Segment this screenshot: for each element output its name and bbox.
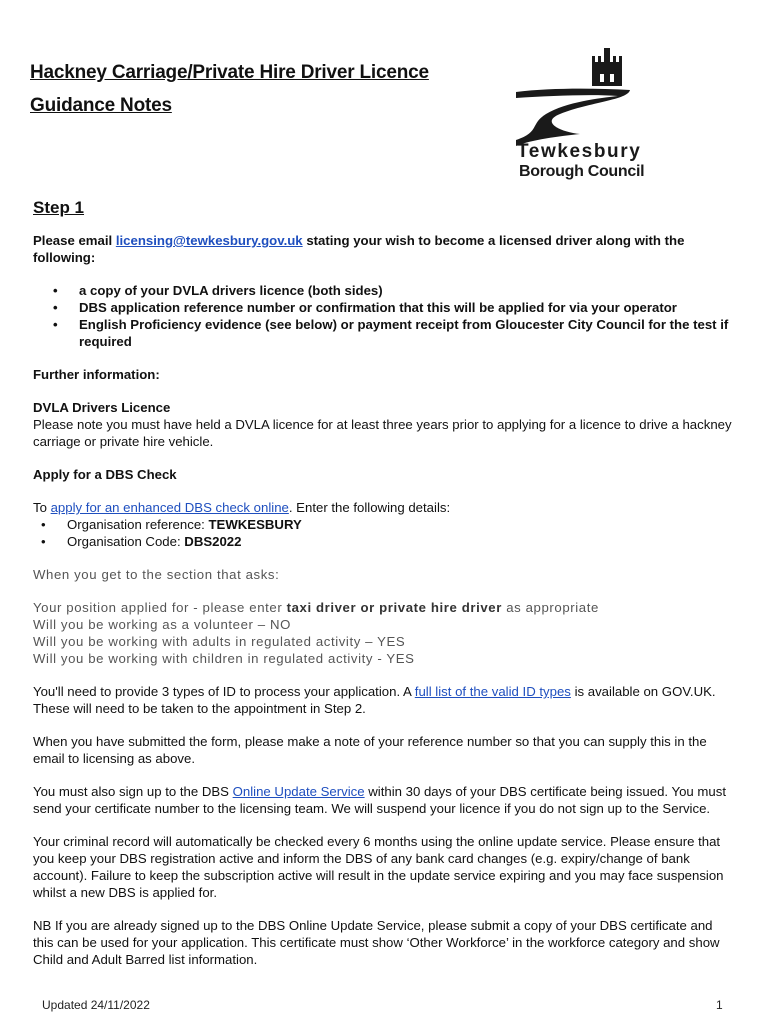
updated-date: Updated 24/11/2022 [42,998,150,1012]
position-prefix: Your position applied for - please enter [33,600,287,615]
list-item [33,282,733,299]
org-code-value: DBS2022 [184,534,242,549]
list-item-text: DBS application reference number or confirmation that this will be applied for via your operator [79,300,677,315]
position-line [33,599,733,616]
intro-suffix: stating your wish to become a licensed driver along with the following: [33,233,685,265]
list-item [33,533,733,550]
criminal-record-paragraph: Your criminal record will automatically be checked every 6 months using the online update service. Please ensure that you keep your DBS registration active and inform the DBS of any bank card changes (e.g. expiry/change of bank account). Failure to keep the subscription active will result in the update service expiring and you may face suspension whilst a new DBS is applied for. [33,834,724,900]
volunteer-line: Will you be working as a volunteer – NO [33,617,291,632]
bullet-icon: • [53,300,58,315]
list-item [33,516,733,533]
signup-suffix: within 30 days of your DBS certificate being issued. You must send your certificate number to the licensing team. We will suspend your licence if you do not sign up to the Service. [33,784,726,816]
licensing-email-link[interactable]: licensing@tewkesbury.gov.uk [115,233,303,248]
bullet-icon: • [53,283,58,298]
requirements-list [33,282,733,350]
signup-paragraph [33,783,733,817]
list-item [33,299,733,316]
list-item-text: English Proficiency evidence (see below) or payment receipt from Gloucester City Council for the test if required [79,317,729,349]
dbs-heading: Apply for a DBS Check [33,467,177,482]
dbs-check-link[interactable]: apply for an enhanced DBS check online [50,500,289,515]
title-line-1: Hackney Carriage/Private Hire Driver Licence [30,62,429,83]
dbs-paragraph [33,499,733,516]
id-suffix: is available on GOV.UK. These will need to be taken to the appointment in Step 2. [33,684,716,716]
id-prefix: You'll need to provide 3 types of ID to process your application. A [33,684,415,699]
submitted-paragraph: When you have submitted the form, please make a note of your reference number so that you can supply this in the email to licensing as above. [33,734,707,766]
bullet-icon: • [41,517,46,532]
intro-prefix: Please email [33,233,116,248]
dbs-prefix: To [33,500,51,515]
document-body [33,196,733,968]
dvla-heading: DVLA Drivers Licence [33,400,171,415]
dbs-suffix: . Enter the following details: [288,500,451,515]
list-item-text: a copy of your DVLA drivers licence (both sides) [79,283,383,298]
children-line: Will you be working with children in regulated activity - YES [33,651,415,666]
adults-line: Will you be working with adults in regulated activity – YES [33,634,406,649]
id-types-link[interactable]: full list of the valid ID types [414,684,571,699]
list-item [33,316,733,350]
signup-prefix: You must also sign up to the DBS [33,784,233,799]
page-title [30,56,429,122]
bullet-icon: • [41,534,46,549]
dvla-text: Please note you must have held a DVLA licence for at least three years prior to applying for a licence to drive a hackney carriage or private hire vehicle. [33,417,732,449]
logo-subname: Borough Council [519,163,645,180]
org-code-label: Organisation Code: [67,534,185,549]
logo-name: Tewkesbury [517,141,642,162]
organisation-details-list [33,516,733,550]
org-ref-label: Organisation reference: [67,517,209,532]
bullet-icon: • [53,317,58,332]
nb-paragraph: NB If you are already signed up to the DBS Online Update Service, please submit a copy of your DBS certificate and this can be used for your application. This certificate must show ‘Other Workforce’ in the workforce category and show Child and Adult Barred list information. [33,918,720,967]
org-ref-value: TEWKESBURY [208,517,302,532]
page-number: 1 [716,998,723,1012]
further-info-heading: Further information: [33,367,160,382]
title-line-2: Guidance Notes [30,95,172,116]
position-bold: taxi driver or private hire driver [286,600,502,615]
step-heading: Step 1 [33,198,85,217]
section-intro: When you get to the section that asks: [33,567,280,582]
intro-paragraph [33,232,733,266]
id-paragraph [33,683,733,717]
online-update-service-link[interactable]: Online Update Service [232,784,365,799]
position-suffix: as appropriate [501,600,599,615]
